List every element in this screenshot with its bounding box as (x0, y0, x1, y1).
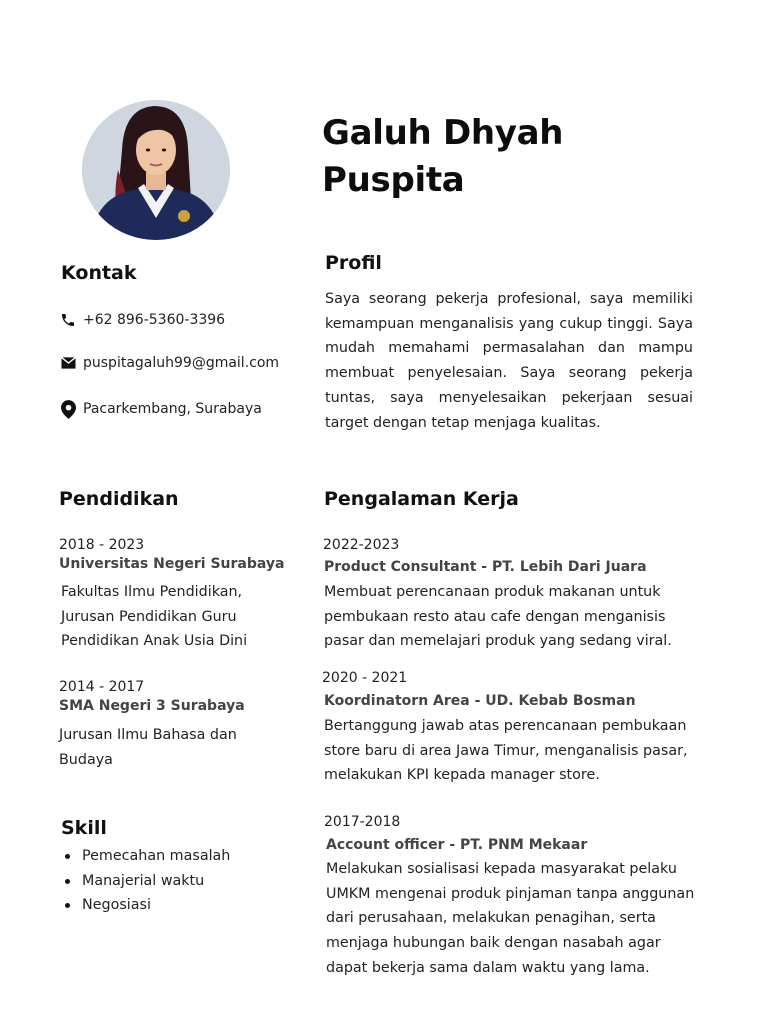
experience-line: melakukan KPI kepada manager store. (324, 767, 600, 784)
name-line-2: Puspita (322, 160, 465, 200)
education-years: 2018 - 2023 (59, 537, 145, 553)
skill-list (62, 844, 230, 918)
education-heading: Pendidikan (59, 488, 179, 510)
experience-title: Product Consultant - PT. Lebih Dari Juara (324, 559, 647, 575)
experience-line: pembukaan resto atau cafe dengan menganisis (324, 608, 666, 625)
experience-line: Melakukan sosialisasi kepada masyarakat pelaku (326, 861, 677, 877)
experience-line: menjaga hubungan baik dengan nasabah agar (326, 935, 661, 952)
name-line-1: Galuh Dhyah (322, 113, 564, 153)
education-school: SMA Negeri 3 Surabaya (59, 698, 245, 714)
experience-description (324, 714, 688, 788)
contact-email (59, 354, 279, 372)
profile-photo (82, 100, 230, 240)
profile-heading: Profil (325, 252, 382, 274)
skill-item: Manajerial waktu (62, 869, 230, 894)
profile-text: Saya seorang pekerja profesional, saya memiliki kemampuan menganalisis yang cukup tinggi. Saya mudah memahami permasalahan dan mampu membuat penyelesaian. Saya seorang pekerja tuntas, saya menyelesaikan pekerjaan sesuai target dengan tetap menjaga kualitas. (325, 291, 693, 431)
contact-phone (59, 311, 225, 329)
phone-icon (59, 311, 77, 329)
experience-years: 2020 - 2021 (322, 670, 408, 686)
experience-heading: Pengalaman Kerja (324, 488, 519, 510)
education-detail (59, 723, 237, 772)
location-pin-icon (59, 400, 77, 418)
education-detail-line: Pendidikan Anak Usia Dini (61, 633, 248, 650)
education-detail-line: Fakultas Ilmu Pendidikan, (61, 584, 243, 600)
experience-years: 2017-2018 (324, 814, 401, 830)
education-years: 2014 - 2017 (59, 679, 145, 695)
experience-description (326, 857, 694, 981)
experience-line: Membuat perencanaan produk makanan untuk (324, 584, 661, 600)
experience-line: pasar dan memelajari produk yang sedang viral. (324, 633, 672, 650)
mail-icon (59, 354, 77, 372)
education-detail-line: Jurusan Ilmu Bahasa dan (59, 727, 237, 743)
experience-description (324, 580, 672, 654)
skill-item: Pemecahan masalah (62, 844, 230, 869)
contact-address (59, 400, 262, 418)
education-detail-line: Jurusan Pendidikan Guru (61, 608, 237, 625)
experience-title: Koordinatorn Area - UD. Kebab Bosman (324, 693, 636, 709)
experience-title: Account officer - PT. PNM Mekaar (326, 837, 588, 853)
skill-item: Negosiasi (62, 893, 230, 918)
experience-line: store baru di area Jawa Timur, menganalisis pasar, (324, 742, 688, 759)
experience-line: dapat bekerja sama dalam waktu yang lama. (326, 959, 650, 976)
contact-heading: Kontak (61, 262, 137, 284)
experience-years: 2022-2023 (323, 537, 400, 553)
candidate-name (322, 110, 702, 204)
education-detail (61, 580, 247, 654)
phone-number: +62 896-5360-3396 (83, 312, 226, 328)
education-school: Universitas Negeri Surabaya (59, 556, 285, 572)
education-detail-line: Budaya (59, 751, 113, 768)
address: Pacarkembang, Surabaya (83, 401, 262, 417)
email-address: puspitagaluh99@gmail.com (83, 355, 280, 371)
skill-heading: Skill (61, 817, 107, 839)
experience-line: dari perusahaan, melakukan penagihan, serta (326, 910, 656, 927)
experience-line: UMKM mengenai produk pinjaman tanpa anggunan (326, 885, 695, 902)
experience-line: Bertanggung jawab atas perencanaan pembukaan (324, 718, 687, 734)
